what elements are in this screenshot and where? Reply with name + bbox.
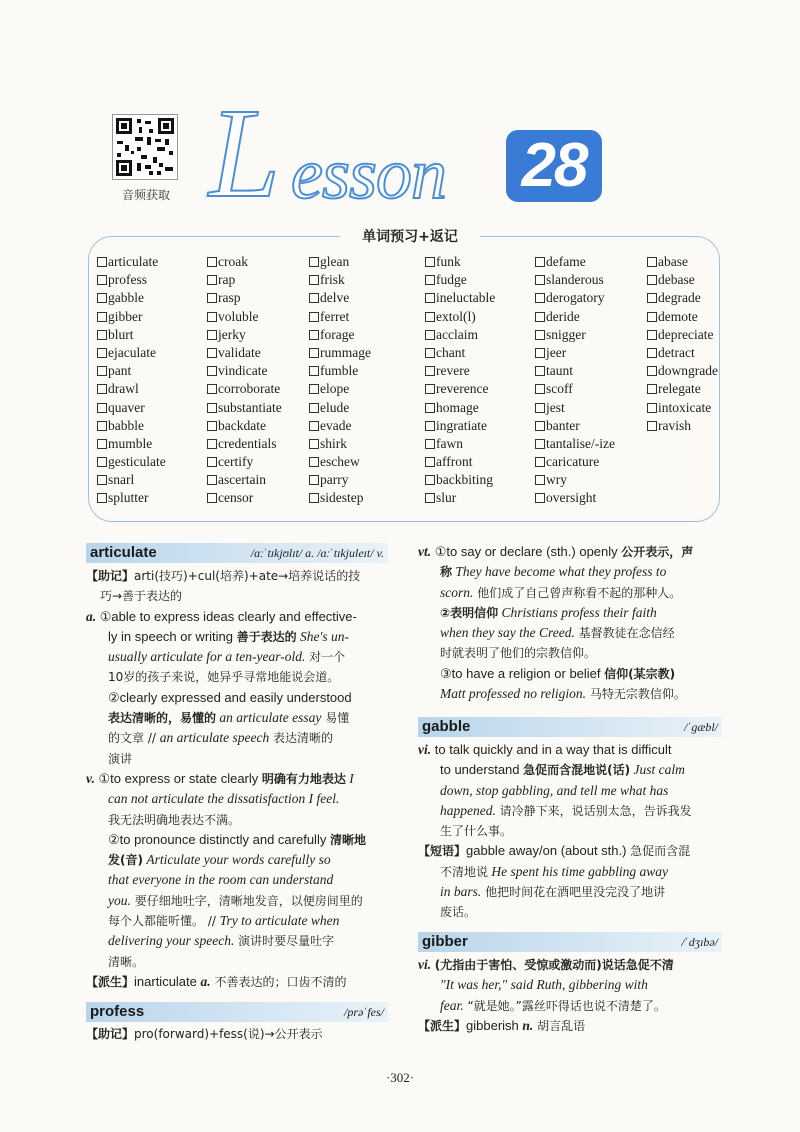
- checkbox-icon[interactable]: [309, 384, 319, 394]
- vocab-word: credentials: [218, 435, 277, 451]
- vocab-item[interactable]: [535, 344, 615, 362]
- vocab-item[interactable]: [207, 417, 282, 435]
- vocab-word: intoxicate: [658, 399, 712, 415]
- checkbox-icon[interactable]: [207, 275, 217, 285]
- vocab-word: parry: [320, 472, 349, 488]
- checkbox-icon[interactable]: [207, 457, 217, 467]
- vocab-word: pant: [108, 363, 132, 379]
- checkbox-icon[interactable]: [425, 439, 435, 449]
- vocab-word: snarl: [108, 472, 135, 488]
- vocab-item[interactable]: [647, 399, 718, 417]
- checkbox-icon[interactable]: [207, 439, 217, 449]
- vocab-box-title: 单词预习+返记: [340, 226, 480, 246]
- vocab-item[interactable]: [425, 308, 495, 326]
- vocab-word: blurt: [108, 326, 134, 342]
- vocab-item[interactable]: [97, 489, 166, 507]
- checkbox-icon[interactable]: [535, 439, 545, 449]
- checkbox-icon[interactable]: [535, 275, 545, 285]
- checkbox-icon[interactable]: [207, 493, 217, 503]
- entry-header-profess: [86, 1002, 388, 1022]
- checkbox-icon[interactable]: [97, 439, 107, 449]
- vocab-item[interactable]: [425, 471, 495, 489]
- vocab-word: caricature: [546, 454, 600, 470]
- vocab-word: chant: [436, 344, 466, 360]
- checkbox-icon[interactable]: [309, 330, 319, 340]
- vocab-word: croak: [218, 254, 248, 269]
- vocab-item[interactable]: [309, 417, 371, 435]
- vocab-word: deride: [546, 308, 580, 324]
- vocab-item[interactable]: [535, 253, 615, 271]
- checkbox-icon[interactable]: [207, 403, 217, 413]
- vocab-word: certify: [218, 454, 254, 470]
- vocab-item[interactable]: [425, 362, 495, 380]
- vocab-word: elope: [320, 381, 350, 397]
- vocab-item[interactable]: [535, 471, 615, 489]
- vocab-word: gibber: [108, 308, 143, 324]
- vocab-word: forage: [320, 326, 355, 342]
- vocab-item[interactable]: [425, 289, 495, 307]
- vocab-word: validate: [218, 344, 261, 360]
- checkbox-icon[interactable]: [309, 348, 319, 358]
- vocab-item[interactable]: [425, 271, 495, 289]
- vocab-word: ferret: [320, 308, 350, 324]
- checkbox-icon[interactable]: [647, 293, 657, 303]
- articulate-body: 【助记】arti(技巧)+cul(培养)+ate→培养说话的技 巧→善于表达的 a. ①able to express ideas clearly and effective- ly in speech or writing 善于表达的 She's un- usually articulate for a ten-year-old. 对一个 10岁的孩子来说，她异乎寻常地能说会道。 ②clearly expressed and easily understood 表达清晰的，易懂的 an articulate essay 易懂 的文章 // an articulate speech 表达清晰的 演讲 v. ①to express or state clearly 明确有力地表达 I can not articulate the dissatisfaction I feel. 我无法明确地表达不满。 ②to pronounce distinctly and carefully 清晰地 发(音) Articulate your words carefully so that everyone in the room can understand you. 要仔细地吐字，清晰地发音，以便房间里的 每个人都能听懂。 // Try to articulate when delivering your speech. 演讲时要尽量吐字 清晰。 【派生】inarticulate a. 不善表达的；口齿不清的: [86, 569, 366, 989]
- vocab-word: rasp: [218, 290, 241, 306]
- checkbox-icon[interactable]: [97, 366, 107, 376]
- vocab-item[interactable]: [207, 380, 282, 398]
- checkbox-icon[interactable]: [309, 493, 319, 503]
- vocab-word: defame: [546, 254, 586, 269]
- vocab-word: ascertain: [218, 472, 266, 488]
- checkbox-icon[interactable]: [97, 475, 107, 485]
- vocab-item[interactable]: [309, 380, 371, 398]
- headword: gibber: [422, 933, 468, 950]
- vocab-word: vindicate: [218, 363, 268, 379]
- vocab-column: [309, 253, 371, 508]
- vocab-word: relegate: [658, 381, 701, 397]
- checkbox-icon[interactable]: [97, 493, 107, 503]
- checkbox-icon[interactable]: [425, 275, 435, 285]
- vocab-column: [535, 253, 615, 508]
- checkbox-icon[interactable]: [535, 384, 545, 394]
- checkbox-icon[interactable]: [535, 293, 545, 303]
- checkbox-icon[interactable]: [207, 293, 217, 303]
- vocab-word: derogatory: [546, 290, 605, 306]
- vocab-item[interactable]: [97, 417, 166, 435]
- vocab-word: splutter: [108, 490, 149, 506]
- checkbox-icon[interactable]: [425, 457, 435, 467]
- checkbox-icon[interactable]: [309, 421, 319, 431]
- vocab-item[interactable]: [97, 399, 166, 417]
- vocab-item[interactable]: [647, 362, 718, 380]
- headword: articulate: [90, 544, 157, 561]
- vocab-item[interactable]: [97, 289, 166, 307]
- checkbox-icon[interactable]: [309, 475, 319, 485]
- vocab-item[interactable]: [647, 344, 718, 362]
- checkbox-icon[interactable]: [425, 348, 435, 358]
- entry-header-gabble: [418, 717, 722, 737]
- vocab-word: downgrade: [658, 363, 718, 379]
- vocab-item[interactable]: [207, 271, 282, 289]
- qr-label: 音频获取: [121, 188, 170, 202]
- checkbox-icon[interactable]: [535, 421, 545, 431]
- checkbox-icon[interactable]: [647, 403, 657, 413]
- checkbox-icon[interactable]: [647, 348, 657, 358]
- vocab-preview-box: [88, 236, 720, 522]
- checkbox-icon[interactable]: [97, 457, 107, 467]
- vocab-word: detract: [658, 344, 695, 360]
- checkbox-icon[interactable]: [425, 493, 435, 503]
- checkbox-icon[interactable]: [425, 293, 435, 303]
- phonetic: /ˈgæbl/: [683, 720, 718, 734]
- lesson-title: [205, 92, 505, 212]
- vocab-word: jerky: [218, 326, 246, 342]
- vocab-word: backdate: [218, 417, 266, 433]
- checkbox-icon[interactable]: [425, 384, 435, 394]
- vocab-word: fawn: [436, 435, 463, 451]
- vocab-word: substantiate: [218, 399, 282, 415]
- vocab-word: demote: [658, 308, 698, 324]
- vocab-word: babble: [108, 417, 144, 433]
- vocab-word: sidestep: [320, 490, 364, 506]
- checkbox-icon[interactable]: [207, 421, 217, 431]
- vocab-word: taunt: [546, 363, 573, 379]
- vocab-item[interactable]: [647, 289, 718, 307]
- vocab-word: fumble: [320, 363, 359, 379]
- vocab-item[interactable]: [647, 326, 718, 344]
- checkbox-icon[interactable]: [425, 421, 435, 431]
- vocab-word: tantalise/-ize: [546, 435, 615, 451]
- vocab-item[interactable]: [425, 399, 495, 417]
- vocab-item[interactable]: [207, 362, 282, 380]
- vocab-column: [97, 253, 166, 508]
- vocab-word: oversight: [546, 490, 597, 506]
- vocab-item[interactable]: [309, 471, 371, 489]
- checkbox-icon[interactable]: [97, 384, 107, 394]
- checkbox-icon[interactable]: [425, 330, 435, 340]
- vocab-word: wry: [546, 472, 567, 488]
- qr-code: [112, 114, 178, 180]
- vocab-word: shirk: [320, 435, 347, 451]
- svg-text:L: L: [209, 92, 281, 212]
- gibber-body: vi. (尤指由于害怕、受惊或激动而)说话急促不清 "It was her," said Ruth, gibbering with fear. “就是她。”露丝吓得话也说不清楚了。 【派生】gibberish n. 胡言乱语: [418, 957, 674, 1033]
- gabble-body: vi. to talk quickly and in a way that is difficult to understand 急促而含混地说(话) Just calm down, stop gabbling, and tell me what has happened. 请冷静下来，说话别太急，告诉我发 生了什么事。 【短语】gabble away/on (about sth.) 急促而含混 不清地说 He spent his time gabbling away in bars. 他把时间花在酒吧里没完没了地讲 废话。: [418, 742, 692, 920]
- checkbox-icon[interactable]: [425, 366, 435, 376]
- vocab-item[interactable]: [647, 380, 718, 398]
- checkbox-icon[interactable]: [309, 257, 319, 267]
- vocab-word: debase: [658, 272, 695, 288]
- checkbox-icon[interactable]: [97, 403, 107, 413]
- checkbox-icon[interactable]: [207, 330, 217, 340]
- entry-header-gibber: [418, 932, 722, 952]
- checkbox-icon[interactable]: [97, 312, 107, 322]
- vocab-item[interactable]: [425, 435, 495, 453]
- vocab-word: slanderous: [546, 272, 604, 288]
- profess-mnemonic: 【助记】pro(forward)+fess(说)→公开表示: [86, 1027, 323, 1041]
- vocab-item[interactable]: [535, 271, 615, 289]
- phonetic: /prəˈfes/: [344, 1005, 384, 1019]
- vocab-item[interactable]: [535, 489, 615, 507]
- checkbox-icon[interactable]: [425, 475, 435, 485]
- entry-header-articulate: [86, 543, 388, 563]
- checkbox-icon[interactable]: [535, 366, 545, 376]
- vocab-word: reverence: [436, 381, 489, 397]
- checkbox-icon[interactable]: [647, 421, 657, 431]
- checkbox-icon[interactable]: [309, 439, 319, 449]
- vocab-word: evade: [320, 417, 352, 433]
- vocab-word: drawl: [108, 381, 139, 397]
- headword: profess: [90, 1003, 145, 1020]
- vocab-word: homage: [436, 399, 479, 415]
- headword: gabble: [422, 718, 471, 735]
- checkbox-icon[interactable]: [309, 457, 319, 467]
- vocab-item[interactable]: [97, 253, 166, 271]
- vocab-item[interactable]: [425, 417, 495, 435]
- vocab-word: abase: [658, 254, 688, 269]
- vocab-word: mumble: [108, 435, 153, 451]
- svg-text:esson: esson: [291, 134, 446, 212]
- checkbox-icon[interactable]: [309, 293, 319, 303]
- checkbox-icon[interactable]: [97, 421, 107, 431]
- vocab-word: jeer: [546, 344, 567, 360]
- checkbox-icon[interactable]: [207, 348, 217, 358]
- vocab-word: banter: [546, 417, 580, 433]
- vocab-item[interactable]: [309, 362, 371, 380]
- vocab-word: ingratiate: [436, 417, 487, 433]
- profess-body: vt. ①to say or declare (sth.) openly 公开表示，声 称 They have become what they profess to scorn. 他们成了自己曾声称看不起的那种人。 ②表明信仰 Christians profess their faith when they say the Creed. 基督教徒在念信经 时就表明了他们的宗教信仰。 ③to have a religion or belief 信仰(某宗教) Matt professed no religion. 马特无宗教信仰。: [418, 544, 694, 702]
- checkbox-icon[interactable]: [207, 257, 217, 267]
- vocab-column: [647, 253, 718, 435]
- page-number: ·302·: [385, 1070, 415, 1085]
- vocab-item[interactable]: [309, 326, 371, 344]
- checkbox-icon[interactable]: [535, 312, 545, 322]
- checkbox-icon[interactable]: [309, 275, 319, 285]
- checkbox-icon[interactable]: [535, 348, 545, 358]
- vocab-item[interactable]: [425, 453, 495, 471]
- vocab-item[interactable]: [207, 344, 282, 362]
- vocab-item[interactable]: [535, 362, 615, 380]
- vocab-word: depreciate: [658, 326, 714, 342]
- checkbox-icon[interactable]: [535, 475, 545, 485]
- checkbox-icon[interactable]: [535, 403, 545, 413]
- checkbox-icon[interactable]: [97, 275, 107, 285]
- checkbox-icon[interactable]: [535, 330, 545, 340]
- vocab-word: ineluctable: [436, 290, 496, 306]
- vocab-item[interactable]: [425, 489, 495, 507]
- checkbox-icon[interactable]: [535, 257, 545, 267]
- vocab-word: scoff: [546, 381, 573, 397]
- vocab-item[interactable]: [207, 326, 282, 344]
- vocab-word: rummage: [320, 344, 371, 360]
- checkbox-icon[interactable]: [207, 384, 217, 394]
- vocab-item[interactable]: [425, 380, 495, 398]
- vocab-item[interactable]: [97, 471, 166, 489]
- checkbox-icon[interactable]: [535, 457, 545, 467]
- vocab-word: snigger: [546, 326, 586, 342]
- vocab-word: frisk: [320, 272, 345, 288]
- vocab-item[interactable]: [309, 344, 371, 362]
- vocab-item[interactable]: [97, 308, 166, 326]
- lesson-number-badge: 28: [506, 130, 602, 202]
- vocab-word: articulate: [108, 254, 159, 269]
- vocab-word: glean: [320, 254, 350, 269]
- vocab-item[interactable]: [535, 308, 615, 326]
- vocab-item[interactable]: [207, 399, 282, 417]
- vocab-item[interactable]: [647, 271, 718, 289]
- checkbox-icon[interactable]: [647, 330, 657, 340]
- vocab-item[interactable]: [309, 399, 371, 417]
- vocab-item[interactable]: [535, 399, 615, 417]
- checkbox-icon[interactable]: [647, 275, 657, 285]
- vocab-item[interactable]: [309, 489, 371, 507]
- vocab-item[interactable]: [425, 326, 495, 344]
- vocab-word: ravish: [658, 417, 691, 433]
- vocab-word: voluble: [218, 308, 259, 324]
- vocab-word: revere: [436, 363, 470, 379]
- vocab-item[interactable]: [309, 253, 371, 271]
- checkbox-icon[interactable]: [97, 348, 107, 358]
- vocab-item[interactable]: [207, 289, 282, 307]
- checkbox-icon[interactable]: [309, 312, 319, 322]
- vocab-word: elude: [320, 399, 350, 415]
- vocab-item[interactable]: [309, 289, 371, 307]
- checkbox-icon[interactable]: [647, 384, 657, 394]
- vocab-word: quaver: [108, 399, 145, 415]
- vocab-item[interactable]: [647, 308, 718, 326]
- checkbox-icon[interactable]: [97, 293, 107, 303]
- vocab-item[interactable]: [97, 380, 166, 398]
- vocab-item[interactable]: [97, 435, 166, 453]
- checkbox-icon[interactable]: [97, 330, 107, 340]
- checkbox-icon[interactable]: [647, 257, 657, 267]
- vocab-item[interactable]: [425, 344, 495, 362]
- vocab-word: ejaculate: [108, 344, 156, 360]
- vocab-word: degrade: [658, 290, 701, 306]
- vocab-item[interactable]: [535, 380, 615, 398]
- vocab-item[interactable]: [309, 308, 371, 326]
- vocab-item[interactable]: [535, 326, 615, 344]
- vocab-item[interactable]: [207, 453, 282, 471]
- vocab-word: jest: [546, 399, 565, 415]
- vocab-word: censor: [218, 490, 254, 506]
- vocab-item[interactable]: [535, 417, 615, 435]
- checkbox-icon[interactable]: [535, 493, 545, 503]
- vocab-item[interactable]: [207, 471, 282, 489]
- vocab-word: profess: [108, 272, 147, 288]
- vocab-word: fudge: [436, 272, 467, 288]
- vocab-word: gesticulate: [108, 454, 166, 470]
- vocab-item[interactable]: [647, 417, 718, 435]
- vocab-word: affront: [436, 454, 473, 470]
- vocab-column: [207, 253, 282, 508]
- checkbox-icon[interactable]: [309, 366, 319, 376]
- vocab-item[interactable]: [97, 362, 166, 380]
- vocab-word: delve: [320, 290, 350, 306]
- checkbox-icon[interactable]: [207, 312, 217, 322]
- vocab-item[interactable]: [97, 271, 166, 289]
- checkbox-icon[interactable]: [647, 312, 657, 322]
- vocab-word: eschew: [320, 454, 360, 470]
- vocab-item[interactable]: [207, 489, 282, 507]
- checkbox-icon[interactable]: [97, 257, 107, 267]
- checkbox-icon[interactable]: [309, 403, 319, 413]
- vocab-item[interactable]: [647, 253, 718, 271]
- vocab-item[interactable]: [535, 453, 615, 471]
- checkbox-icon[interactable]: [647, 366, 657, 376]
- vocab-item[interactable]: [309, 453, 371, 471]
- checkbox-icon[interactable]: [425, 257, 435, 267]
- vocab-item[interactable]: [97, 344, 166, 362]
- vocab-item[interactable]: [207, 435, 282, 453]
- checkbox-icon[interactable]: [207, 475, 217, 485]
- checkbox-icon[interactable]: [425, 312, 435, 322]
- vocab-word: acclaim: [436, 326, 478, 342]
- vocab-word: rap: [218, 272, 236, 288]
- vocab-item[interactable]: [535, 435, 615, 453]
- vocab-item[interactable]: [97, 326, 166, 344]
- vocab-item[interactable]: [207, 253, 282, 271]
- vocab-item[interactable]: [207, 308, 282, 326]
- vocab-item[interactable]: [309, 435, 371, 453]
- vocab-item[interactable]: [309, 271, 371, 289]
- checkbox-icon[interactable]: [425, 403, 435, 413]
- vocab-item[interactable]: [425, 253, 495, 271]
- vocab-word: corroborate: [218, 381, 281, 397]
- phonetic: /ˈdʒɪbə/: [681, 935, 718, 949]
- vocab-item[interactable]: [97, 453, 166, 471]
- phonetic: /ɑːˈtɪkjʊlɪt/ a. /ɑːˈtɪkjuleɪt/ v.: [250, 546, 384, 560]
- vocab-item[interactable]: [535, 289, 615, 307]
- vocab-word: gabble: [108, 290, 144, 306]
- vocab-word: slur: [436, 490, 457, 506]
- vocab-word: funk: [436, 254, 461, 269]
- vocab-column: [425, 253, 495, 508]
- checkbox-icon[interactable]: [207, 366, 217, 376]
- vocab-word: backbiting: [436, 472, 493, 488]
- vocab-word: extol(l): [436, 308, 476, 324]
